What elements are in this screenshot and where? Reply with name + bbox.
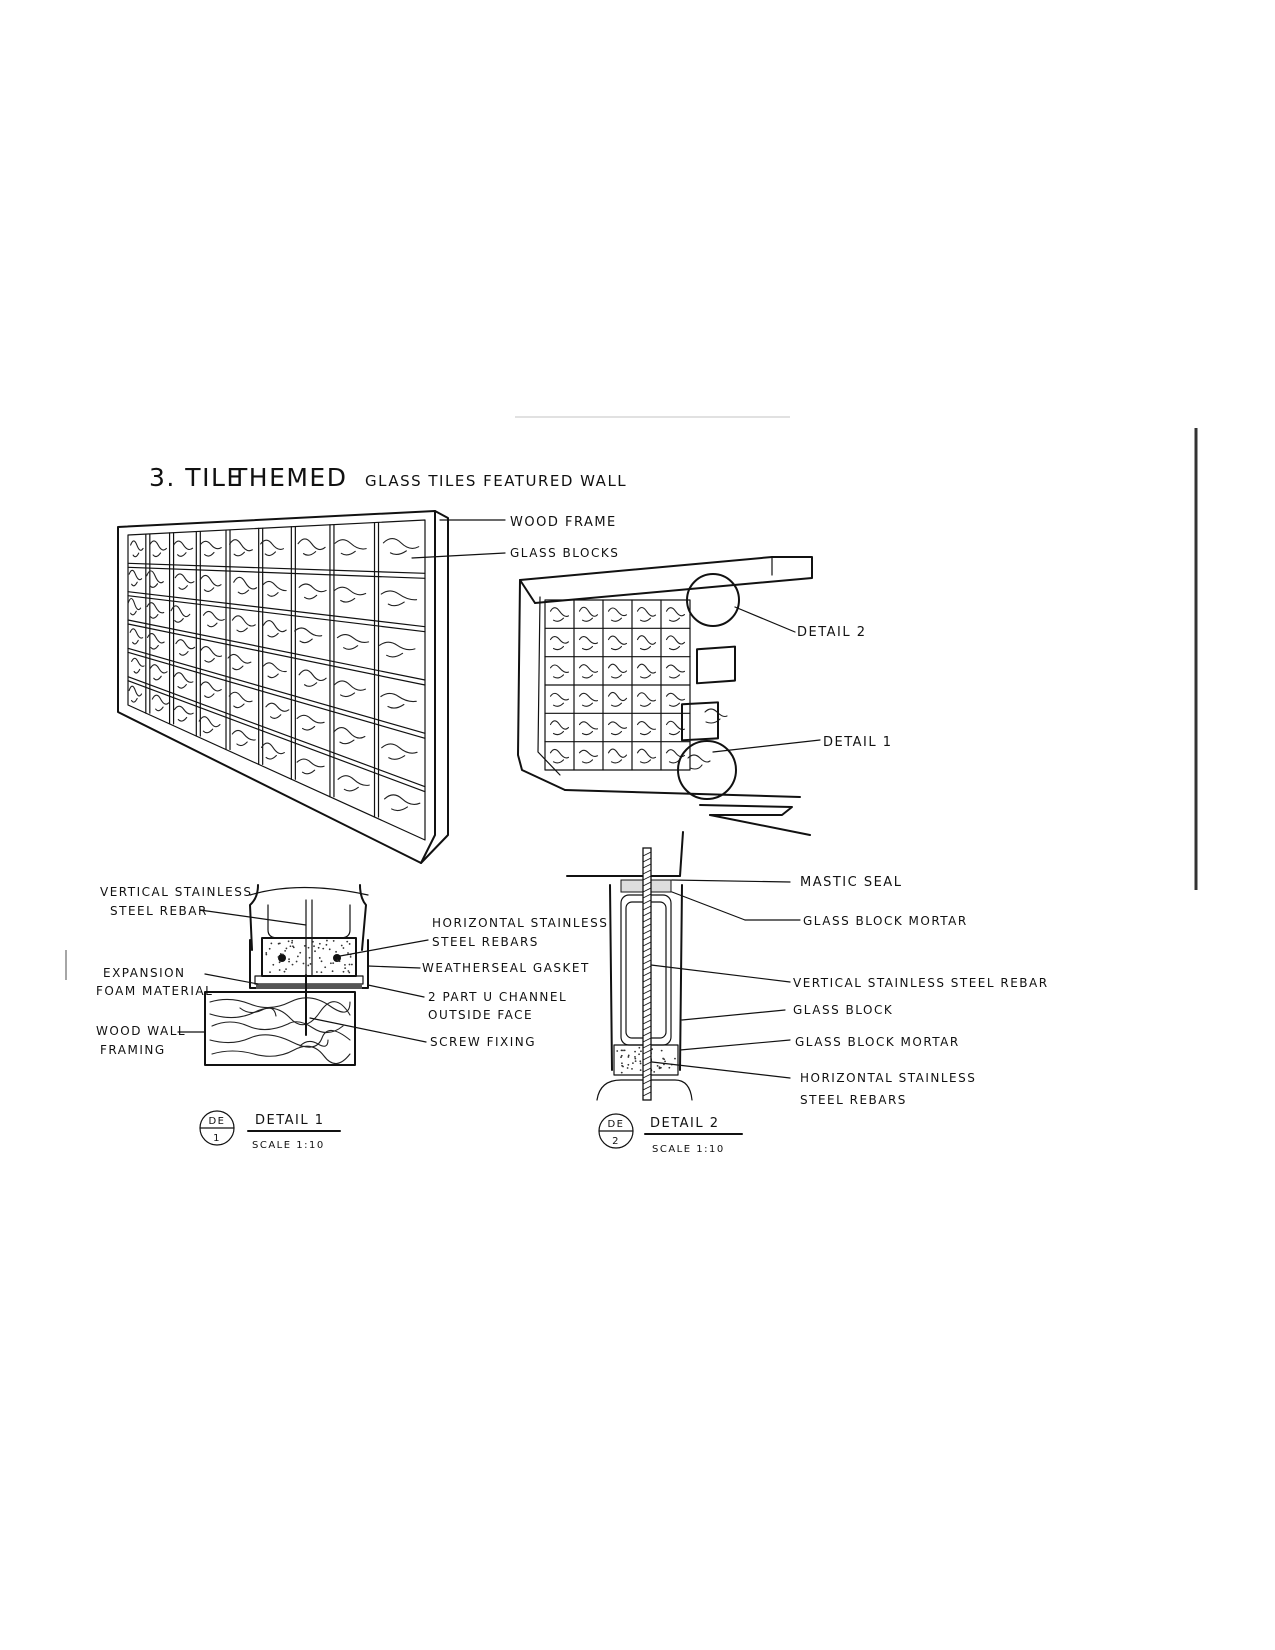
label-d1-u-channel-1: 2 PART U CHANNEL [428, 990, 568, 1004]
mortar-stipple-dot [319, 957, 321, 959]
glass-texture-stroke [383, 539, 418, 555]
label-wood-frame: WOOD FRAME [510, 515, 617, 530]
block-row-joint [128, 567, 425, 578]
title-number: 3. TILE [149, 463, 244, 492]
block-row-joint [128, 681, 425, 792]
mortar-stipple-dot [296, 961, 298, 963]
glass-wall-perspective [518, 557, 812, 835]
detail-1-horizontal-rebar-left [278, 954, 286, 962]
leader-d1-horizontal-rebars [340, 940, 428, 956]
glass-texture-stroke [261, 540, 284, 555]
glass-texture-stroke [228, 654, 251, 669]
wood-grain-stroke [240, 1008, 276, 1016]
mortar-stipple-dot [621, 1062, 623, 1064]
label-d2-horizontal-1: HORIZONTAL STAINLESS [800, 1071, 977, 1085]
glass-texture-stroke [176, 640, 195, 656]
block-row-joint [128, 563, 425, 573]
glass-wall-elevation [118, 511, 448, 863]
glass-texture-stroke [200, 541, 221, 556]
glass-texture-stroke [150, 665, 167, 680]
mortar-stipple-dot [634, 1058, 636, 1060]
mortar-stipple-dot [653, 1071, 655, 1073]
mortar-stipple-dot [638, 1047, 640, 1049]
leader-d1-u-channel [368, 985, 424, 997]
detail-1-callouts [96, 885, 608, 1057]
perspective-glass-texture [638, 722, 656, 735]
mortar-stipple-dot [288, 940, 290, 942]
label-d1-expansion-1: EXPANSION [103, 966, 186, 980]
label-d1-u-channel-2: OUTSIDE FACE [428, 1008, 534, 1022]
mortar-stipple-dot [269, 971, 271, 973]
mortar-stipple-dot [343, 947, 345, 949]
mortar-stipple-dot [272, 964, 274, 966]
perspective-glass-texture [638, 693, 656, 707]
mortar-stipple-dot [632, 1062, 634, 1064]
mortar-stipple-dot [627, 1056, 629, 1058]
detail-2-head [567, 832, 683, 876]
header-beam [520, 557, 812, 603]
mortar-stipple-dot [337, 959, 339, 961]
detail-2-title-block [599, 1114, 742, 1155]
detail-1-break-line [250, 888, 368, 896]
glass-texture-stroke [129, 570, 141, 585]
glass-texture-stroke [334, 587, 365, 602]
detail-2-callouts [651, 875, 1049, 1107]
mortar-stipple-dot [668, 1067, 670, 1069]
detail-1-title: DETAIL 1 [255, 1113, 325, 1128]
mortar-stipple-dot [284, 971, 286, 973]
mortar-stipple-dot [286, 948, 288, 950]
leader-glass-blocks [412, 553, 505, 558]
sill-ledge [700, 805, 792, 815]
mortar-stipple-dot [638, 1053, 640, 1055]
perspective-glass-texture [638, 749, 656, 763]
perspective-glass-texture [667, 636, 685, 650]
detail-1-mortar-bed [262, 938, 356, 976]
mortar-stipple-dot [318, 947, 320, 949]
mortar-stipple-dot [265, 952, 267, 954]
wood-frame-outline [118, 511, 435, 863]
mortar-stipple-dot [333, 940, 335, 942]
mortar-stipple-dot [344, 967, 346, 969]
mortar-stipple-dot [660, 1067, 662, 1069]
label-d2-horizontal-2: STEEL REBARS [800, 1093, 907, 1107]
mortar-stipple-dot [265, 954, 267, 956]
glass-texture-stroke [175, 706, 194, 721]
detail-2-title: DETAIL 2 [650, 1116, 720, 1131]
loose-glass-block-lower [682, 702, 718, 769]
mortar-stipple-dot [628, 1055, 630, 1057]
mortar-stipple-dot [310, 963, 312, 965]
mortar-stipple-dot [330, 962, 332, 964]
glass-texture-stroke [200, 575, 221, 591]
glass-texture-stroke [380, 642, 415, 657]
label-d1-horizontal-rebars-1: HORIZONTAL STAINLESS [432, 916, 609, 930]
leader-d1-screw [310, 1018, 426, 1042]
leader-detail-1 [713, 740, 820, 752]
mortar-stipple-dot [291, 942, 293, 944]
detail-1-weatherseal-gasket [255, 976, 363, 984]
sill-bottom [710, 815, 810, 835]
glass-texture-stroke [334, 681, 365, 697]
detail-1-wood-grain [210, 998, 350, 1064]
leader-d2-mastic [672, 880, 790, 882]
glass-texture-stroke [230, 540, 253, 556]
title-theme: THEMED [232, 463, 348, 492]
mortar-stipple-dot [322, 948, 324, 950]
mortar-stipple-dot [350, 956, 352, 958]
label-d1-wood-framing-2: FRAMING [100, 1043, 166, 1057]
glass-texture-stroke [129, 686, 141, 702]
mortar-stipple-dot [332, 962, 334, 964]
glass-texture-stroke [147, 571, 164, 587]
loose-glass-block-upper [697, 647, 735, 723]
perspective-glass-texture [580, 637, 598, 650]
perspective-glass-texture [609, 664, 627, 678]
mortar-stipple-dot [674, 1058, 676, 1060]
perspective-glass-texture [551, 608, 569, 622]
mortar-stipple-dot [627, 1064, 629, 1066]
glass-texture-stroke [263, 663, 286, 678]
wood-grain-stroke [212, 1022, 343, 1033]
mortar-stipple-dot [312, 941, 314, 943]
mortar-stipple-dot [308, 947, 310, 949]
glass-texture-stroke [130, 629, 142, 644]
block-row-joint [128, 677, 425, 787]
mortar-stipple-dot [278, 956, 280, 958]
mortar-stipple-dot [329, 948, 331, 950]
leader-d2-vertical-rebar [651, 965, 790, 982]
mortar-stipple-dot [292, 945, 294, 947]
mortar-stipple-dot [341, 945, 343, 947]
mortar-stipple-dot [616, 1050, 618, 1052]
mortar-stipple-dot [290, 945, 292, 947]
leader-detail-2 [735, 607, 795, 632]
mortar-stipple-dot [316, 971, 318, 973]
perspective-glass-texture [667, 665, 685, 678]
mortar-stipple-dot [279, 942, 281, 944]
glass-texture-stroke [295, 628, 322, 643]
detail-2-badge-top: DE [607, 1119, 625, 1130]
glass-texture-stroke [232, 730, 255, 745]
mortar-stipple-dot [634, 1051, 636, 1053]
mortar-stipple-dot [640, 1069, 642, 1071]
perspective-glass-texture [609, 749, 627, 763]
detail-1-expansion-foam [256, 984, 362, 989]
mortar-stipple-dot [347, 952, 349, 954]
detail-1-badge-top: DE [208, 1116, 226, 1127]
label-glass-blocks: GLASS BLOCKS [510, 546, 620, 560]
mortar-stipple-dot [291, 940, 293, 942]
perspective-glass-texture [609, 692, 627, 706]
sill-top [565, 790, 800, 797]
glass-texture-stroke [299, 584, 326, 599]
glass-texture-stroke [337, 635, 368, 650]
label-d2-mortar-top: GLASS BLOCK MORTAR [803, 914, 968, 928]
glass-texture-stroke [382, 744, 417, 759]
mortar-stipple-dot [279, 961, 281, 963]
glass-texture-stroke [131, 541, 143, 557]
perspective-glass-texture [551, 721, 569, 735]
mortar-stipple-dot [349, 943, 351, 945]
wood-grain-stroke [300, 1040, 328, 1046]
perspective-glass-texture [609, 636, 627, 650]
block-row-joint [128, 648, 425, 733]
glass-texture-stroke [297, 715, 324, 730]
glass-texture-stroke [263, 581, 286, 596]
mortar-stipple-dot [324, 966, 326, 968]
mortar-stipple-dot [269, 948, 271, 950]
glass-texture-stroke [263, 621, 286, 637]
mortar-stipple-dot [664, 1060, 666, 1062]
label-d1-vertical-rebar-2: STEEL REBAR [110, 904, 208, 918]
detail-1-scale: SCALE 1:10 [252, 1140, 325, 1151]
glass-texture-stroke [132, 658, 144, 673]
glass-texture-stroke [381, 693, 416, 708]
label-d2-mortar-bottom: GLASS BLOCK MORTAR [795, 1035, 960, 1049]
elevation-callouts [412, 515, 619, 560]
title-subtitle: GLASS TILES FEATURED WALL [365, 472, 628, 490]
glass-texture-stroke [201, 647, 222, 662]
glass-texture-stroke [229, 692, 252, 707]
perspective-glass-texture [638, 607, 656, 621]
mortar-stipple-dot [307, 965, 309, 967]
mortar-stipple-dot [282, 953, 284, 955]
glass-texture-stroke [234, 577, 257, 593]
block-row-joint [128, 620, 425, 680]
perspective-glass-texture [551, 665, 569, 678]
glass-texture-stroke [174, 541, 193, 556]
mortar-stipple-dot [309, 957, 311, 959]
mortar-stipple-dot [634, 1056, 636, 1058]
mortar-stipple-dot [285, 968, 287, 970]
glass-texture-stroke [381, 591, 416, 606]
leader-d2-glass-block [682, 1010, 785, 1020]
mortar-stipple-dot [288, 958, 290, 960]
glass-texture-stroke [128, 599, 140, 615]
mortar-stipple-dot [663, 1058, 665, 1060]
detail-1-wood-framing [205, 992, 355, 1065]
mortar-stipple-dot [280, 953, 282, 955]
glass-texture-stroke [262, 743, 285, 759]
label-d1-wood-framing-1: WOOD WALL [96, 1024, 187, 1038]
mortar-stipple-dot [346, 941, 348, 943]
mortar-stipple-dot [297, 956, 299, 958]
glass-texture-stroke [299, 670, 326, 686]
glass-texture-stroke [297, 759, 324, 774]
label-d2-glass-block: GLASS BLOCK [793, 1003, 894, 1017]
mortar-stipple-dot [640, 1050, 642, 1052]
mortar-stipple-dot [351, 964, 353, 966]
mortar-stipple-dot [303, 963, 305, 965]
detail-2-scale: SCALE 1:10 [652, 1144, 725, 1155]
mortar-stipple-dot [284, 950, 286, 952]
perspective-glass-texture [580, 665, 598, 678]
glass-texture-stroke [199, 717, 220, 733]
glass-texture-stroke [152, 695, 169, 710]
detail-1-badge-number: 1 [213, 1133, 221, 1144]
detail-1-title-block [200, 1111, 340, 1151]
perspective-glass-texture [638, 664, 656, 678]
label-d2-mastic: MASTIC SEAL [800, 875, 903, 890]
perspective-callouts [713, 607, 893, 752]
glass-texture-stroke [203, 611, 224, 626]
glass-texture-stroke [175, 574, 194, 589]
perspective-glass-texture [580, 693, 598, 706]
label-d1-screw: SCREW FIXING [430, 1035, 537, 1049]
label-d2-vertical-rebar: VERTICAL STAINLESS STEEL REBAR [793, 976, 1049, 990]
glass-texture-stroke [385, 795, 420, 811]
mortar-stipple-dot [339, 960, 341, 962]
detail-2-callout-circle [687, 574, 739, 626]
mortar-stipple-dot [621, 1065, 623, 1067]
mortar-stipple-dot [319, 943, 321, 945]
leader-d2-mortar-bottom [680, 1040, 790, 1050]
mortar-stipple-dot [631, 1068, 633, 1070]
mortar-stipple-dot [279, 969, 281, 971]
mortar-stipple-dot [335, 951, 337, 953]
mortar-stipple-dot [321, 960, 323, 962]
mortar-stipple-dot [270, 943, 272, 945]
mortar-stipple-dot [299, 952, 301, 954]
leader-d1-vertical-rebar [200, 910, 306, 925]
mortar-stipple-dot [343, 971, 345, 973]
label-d1-horizontal-rebars-2: STEEL REBARS [432, 935, 539, 949]
perspective-glass-texture [580, 750, 598, 763]
mortar-stipple-dot [288, 961, 290, 963]
mortar-stipple-dot [347, 970, 349, 972]
mortar-stipple-dot [304, 945, 306, 947]
label-d1-weatherseal: WEATHERSEAL GASKET [422, 961, 590, 975]
wood-grain-stroke [212, 1046, 350, 1063]
glass-texture-stroke [335, 540, 366, 555]
detail-2-badge-number: 2 [612, 1136, 620, 1147]
mortar-stipple-dot [639, 1060, 641, 1062]
label-d1-vertical-rebar-1: VERTICAL STAINLESS [100, 885, 253, 899]
glass-texture-stroke [232, 616, 255, 632]
mortar-stipple-dot [635, 1060, 637, 1062]
mortar-stipple-dot [624, 1050, 626, 1052]
perspective-glass-texture [551, 749, 569, 763]
glass-texture-stroke [338, 776, 369, 791]
mortar-stipple-dot [621, 1072, 623, 1074]
perspective-glass-texture [580, 722, 598, 735]
glass-texture-stroke [200, 682, 221, 697]
mortar-stipple-dot [640, 1063, 642, 1065]
leader-d2-mortar-top [672, 892, 745, 920]
label-detail-1: DETAIL 1 [823, 735, 893, 750]
glass-texture-stroke [174, 673, 193, 688]
mortar-stipple-dot [621, 1055, 623, 1057]
perspective-glass-texture [667, 608, 685, 622]
mortar-stipple-dot [326, 940, 328, 942]
mortar-stipple-dot [292, 964, 294, 966]
perspective-glass-texture [551, 693, 569, 706]
mortar-stipple-dot [313, 945, 315, 947]
glass-texture-stroke [334, 728, 365, 744]
perspective-glass-texture [609, 722, 627, 735]
frame-inner [538, 597, 560, 775]
glass-texture-stroke [298, 539, 325, 555]
mortar-stipple-dot [332, 970, 334, 972]
mortar-stipple-dot [314, 950, 316, 952]
mortar-stipple-dot [349, 964, 351, 966]
detail-1-section [205, 885, 368, 1065]
sheet-title [149, 463, 627, 492]
mortar-stipple-dot [326, 944, 328, 946]
glass-texture-stroke [266, 703, 289, 718]
perspective-glass-texture [580, 607, 598, 621]
leader-d1-weatherseal [368, 966, 420, 968]
mortar-stipple-dot [321, 971, 323, 973]
label-detail-2: DETAIL 2 [797, 625, 867, 640]
glass-texture-stroke [150, 541, 167, 557]
mortar-stipple-dot [627, 1067, 629, 1069]
block-row-joint [128, 596, 425, 632]
perspective-glass-texture [551, 637, 569, 650]
mortar-stipple-dot [622, 1050, 624, 1052]
perspective-glass-texture [638, 636, 656, 650]
perspective-block-grid [545, 600, 690, 770]
mortar-stipple-dot [657, 1065, 659, 1067]
label-d1-expansion-2: FOAM MATERIAL [96, 984, 214, 998]
mortar-stipple-dot [661, 1050, 663, 1052]
mortar-stipple-dot [348, 972, 350, 974]
mortar-stipple-dot [344, 964, 346, 966]
block-row-joint [128, 592, 425, 627]
perspective-glass-texture [609, 608, 627, 621]
